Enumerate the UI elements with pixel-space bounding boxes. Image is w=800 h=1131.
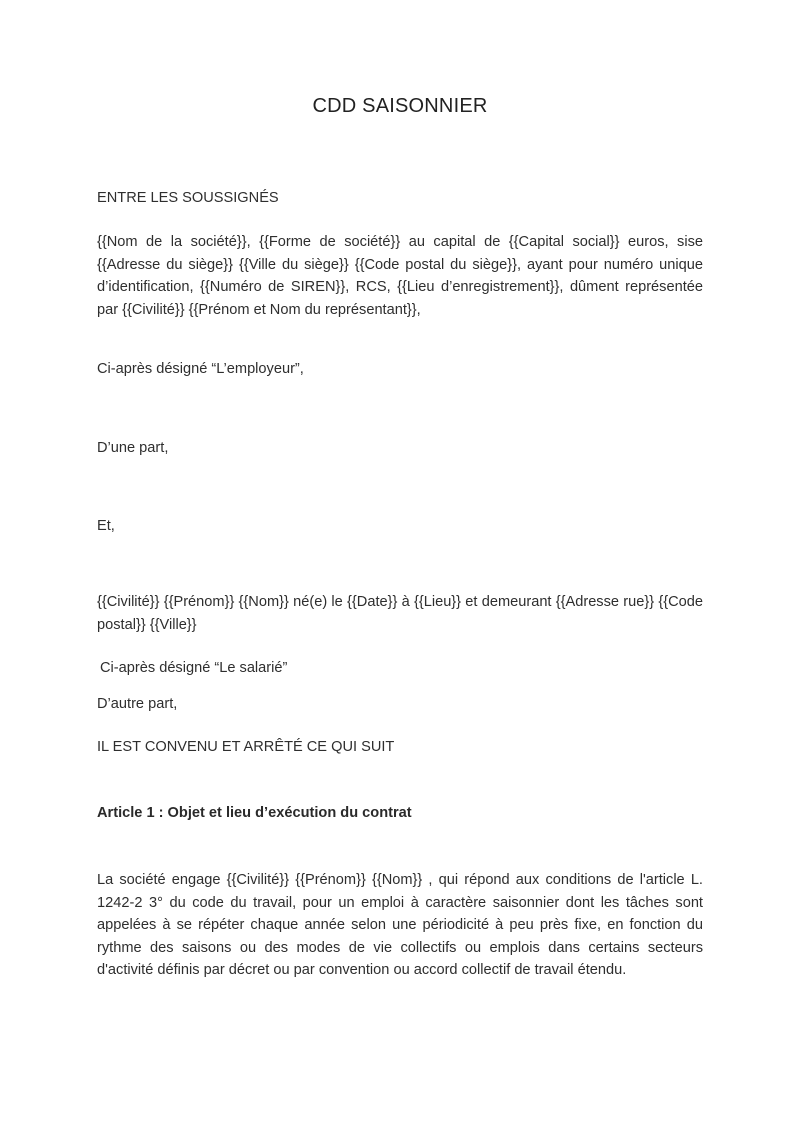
- employee-designation: Ci-après désigné “Le salarié”: [100, 660, 288, 676]
- article-1-body: La société engage {{Civilité}} {{Prénom}} {{Nom}} , qui répond aux conditions de l'article L. 1242-2 3° du code du travail, pour un emploi à caractère saisonnier dont les tâches sont appelées à se répéter chaque année selon une périodicité à peu près fixe, en fonction du rythme des saisons ou des modes de vie collectifs ou emplois dans certains secteurs d'activité définis par décret ou par convention ou accord collectif de travail étendu.: [97, 872, 703, 978]
- second-party-label: D’autre part,: [97, 696, 178, 712]
- first-party-label: D’une part,: [97, 440, 169, 456]
- document-title: CDD SAISONNIER: [312, 95, 488, 117]
- and-label: Et,: [97, 518, 115, 534]
- employer-paragraph: {{Nom de la société}}, {{Forme de société}} au capital de {{Capital social}} euros, sise {{Adresse du siège}} {{Ville du siège}} {{Code postal du siège}}, ayant pour numéro unique d’identification, {{Numéro de SIREN}}, RCS, {{Lieu d’enregistrement}}, dûment représentée par {{Civilité}} {{Prénom et Nom du représentant}},: [97, 234, 703, 318]
- parties-heading: ENTRE LES SOUSSIGNÉS: [97, 190, 279, 206]
- employee-paragraph: {{Civilité}} {{Prénom}} {{Nom}} né(e) le {{Date}} à {{Lieu}} et demeurant {{Adresse rue}} {{Code postal}} {{Ville}}: [97, 594, 703, 633]
- employer-designation: Ci-après désigné “L’employeur”,: [97, 361, 304, 377]
- agreement-statement: IL EST CONVENU ET ARRÊTÉ CE QUI SUIT: [97, 739, 395, 755]
- article-1-title: Article 1 : Objet et lieu d’exécution du contrat: [97, 805, 412, 821]
